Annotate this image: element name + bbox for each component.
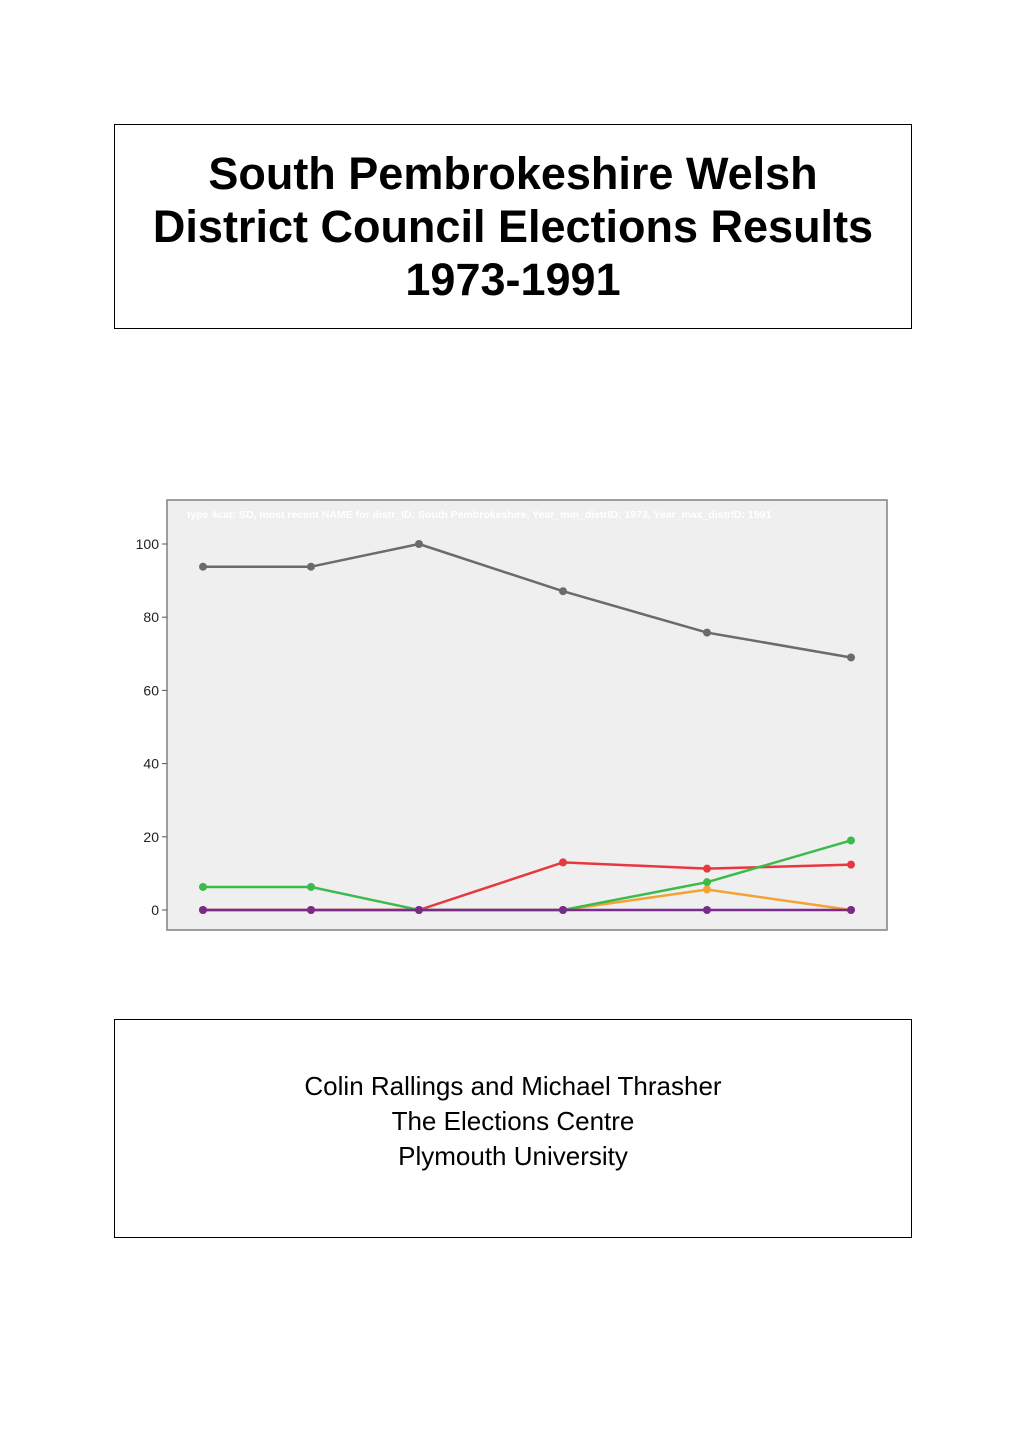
author-university: Plymouth University (398, 1141, 628, 1171)
series-2-point (559, 858, 567, 866)
series-1-point (199, 563, 207, 571)
chart-title: type 4cat: SD, most recent NAME for distr_ID: South Pembrokeshire, Year_min_distrID: 1973, Year_max_distrID: 1991 (187, 509, 772, 521)
series-4-point (703, 878, 711, 886)
title-line-2: District Council Elections Results (152, 201, 874, 252)
y-tick-label: 100 (135, 536, 159, 552)
y-tick-label: 20 (143, 828, 159, 845)
series-1-point (415, 540, 423, 548)
series-1-point (307, 563, 315, 571)
series-5-point (559, 906, 567, 914)
series-4-point (847, 836, 855, 844)
series-2-point (847, 861, 855, 869)
series-2-point (703, 865, 711, 873)
y-tick-label: 60 (143, 682, 159, 699)
series-5-point (307, 906, 315, 914)
series-1-point (847, 653, 855, 661)
y-tick-label: 40 (143, 755, 159, 772)
author-box (114, 1019, 912, 1238)
series-4-point (307, 883, 315, 891)
title-box (114, 124, 912, 329)
series-5-point (199, 906, 207, 914)
author-centre: The Elections Centre (391, 1106, 635, 1136)
y-tick-label: 80 (143, 609, 159, 626)
line-chart (110, 495, 900, 940)
series-5-point (847, 906, 855, 914)
series-5-point (703, 906, 711, 914)
title-line-1: South Pembrokeshire Welsh (208, 148, 818, 199)
series-1-point (559, 587, 567, 595)
title-line-3: 1973-1991 (405, 254, 621, 305)
series-1-point (703, 629, 711, 637)
series-3-point (703, 886, 711, 894)
author-names: Colin Rallings and Michael Thrasher (304, 1071, 722, 1101)
chart-svg (110, 495, 900, 940)
y-tick-label: 0 (151, 902, 159, 918)
series-5-point (415, 906, 423, 914)
series-4-point (199, 883, 207, 891)
